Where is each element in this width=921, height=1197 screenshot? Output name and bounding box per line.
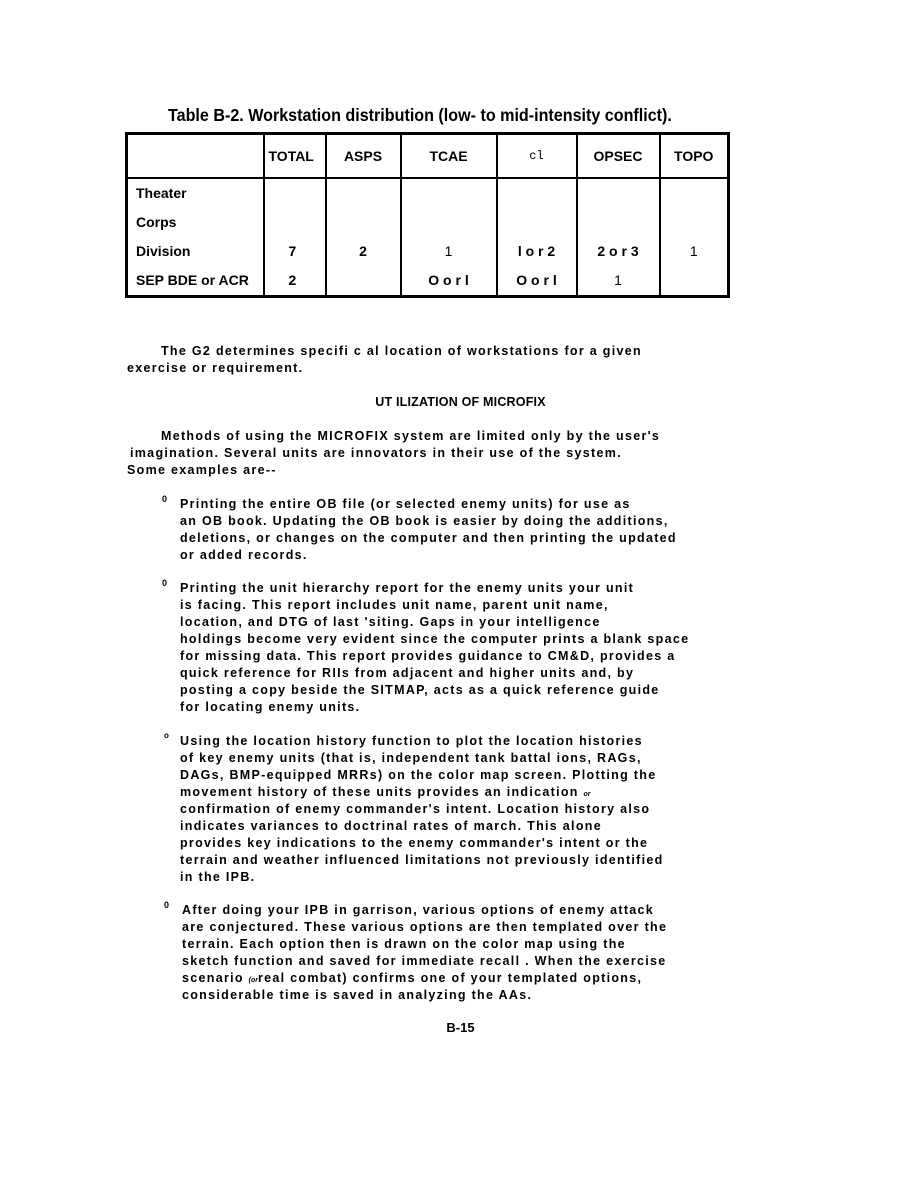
table-cell: 7	[264, 237, 326, 266]
page-number: B-15	[446, 1020, 475, 1035]
bullet-3-line: terrain and weather influenced limitations not previously identified	[180, 853, 664, 867]
table-cell	[660, 208, 729, 237]
methods-line-2: imagination. Several units are innovators in their use of the system.	[130, 446, 622, 460]
bullet-3-line: provides key indications to the enemy commander's intent or the	[180, 836, 649, 850]
table-row	[127, 178, 729, 208]
table-cell: 1	[577, 266, 660, 297]
table-row	[127, 237, 729, 266]
bullet-4-line: After doing your IPB in garrison, various options of enemy attack	[182, 903, 655, 917]
methods-line-3: Some examples are--	[127, 463, 277, 477]
header-total: TOTAL	[264, 134, 326, 178]
bullet-1-line: Printing the entire OB file (or selected enemy units) for use as	[180, 497, 631, 511]
table-cell: 1	[401, 237, 497, 266]
bullet-4-line: terrain. Each option then is drawn on the color map using the	[182, 937, 626, 951]
table-row	[127, 266, 729, 297]
table-cell	[401, 178, 497, 208]
bullet-2-line: for locating enemy units.	[180, 700, 361, 714]
bullet-3-line: confirmation of enemy commander's intent. Location history also	[180, 802, 651, 816]
bullet-2-line: is facing. This report includes unit name, parent unit name,	[180, 598, 609, 612]
intro-line-2: exercise or requirement.	[127, 361, 304, 375]
bullet-4-line: considerable time is saved in analyzing the AAs.	[182, 988, 533, 1002]
bullet-2-line: for missing data. This report provides guidance to CM&D, provides a	[180, 649, 676, 663]
bullet-marker: o	[164, 731, 169, 740]
bullet-marker: 0	[162, 494, 168, 504]
bullet-3-line: indicates variances to doctrinal rates of march. This alone	[180, 819, 602, 833]
methods-line-1: Methods of using the MICROFIX system are limited only by the user's	[161, 429, 661, 443]
bullet-1-line: or added records.	[180, 548, 308, 562]
bullet-3-line: in the IPB.	[180, 870, 256, 884]
row-label-theater: Theater	[127, 178, 264, 208]
bullet-2-line: quick reference for RIIs from adjacent and higher units and, by	[180, 666, 635, 680]
inline-or: or	[583, 791, 591, 798]
table-cell	[326, 208, 401, 237]
table-cell: O o r l	[401, 266, 497, 297]
table-cell: 2	[264, 266, 326, 297]
table-cell: l o r 2	[497, 237, 577, 266]
table-cell: 2 o r 3	[577, 237, 660, 266]
bullet-4-line: scenario (orreal combat) confirms one of your templated options,	[182, 971, 643, 985]
bullet-4-line: are conjectured. These various options are then templated over the	[182, 920, 668, 934]
bullet-1-line: deletions, or changes on the computer and then printing the updated	[180, 531, 677, 545]
table-cell	[401, 208, 497, 237]
table-cell: 1	[660, 237, 729, 266]
table-cell	[326, 178, 401, 208]
row-label-sep-bde: SEP BDE or ACR	[127, 266, 264, 297]
header-tcae: TCAE	[401, 134, 497, 178]
table-caption: Table B-2. Workstation distribution (low- to mid-intensity conflict).	[168, 105, 672, 125]
bullet-marker: 0	[164, 900, 170, 910]
table-cell	[660, 266, 729, 297]
bullet-2-line: Printing the unit hierarchy report for the enemy units your unit	[180, 581, 635, 595]
table-cell	[497, 208, 577, 237]
table-cell	[660, 178, 729, 208]
bullet-2-line: holdings become very evident since the computer prints a blank space	[180, 632, 690, 646]
bullet-3-line: movement history of these units provides an indication or	[180, 785, 591, 799]
table-cell	[577, 178, 660, 208]
row-label-division: Division	[127, 237, 264, 266]
bullet-2-line: location, and DTG of last 'siting. Gaps in your intelligence	[180, 615, 601, 629]
table-cell	[326, 266, 401, 297]
bullet-marker: 0	[162, 578, 168, 588]
header-topo: TOPO	[660, 134, 729, 178]
header-asps: ASPS	[326, 134, 401, 178]
table-cell	[264, 178, 326, 208]
row-label-corps: Corps	[127, 208, 264, 237]
header-cl: cl	[497, 134, 577, 178]
table-cell: 2	[326, 237, 401, 266]
bullet-1-line: an OB book. Updating the OB book is easier by doing the additions,	[180, 514, 669, 528]
header-opsec: OPSEC	[577, 134, 660, 178]
table-cell	[497, 178, 577, 208]
bullet-3-line: DAGs, BMP-equipped MRRs) on the color map screen. Plotting the	[180, 768, 657, 782]
table-cell	[577, 208, 660, 237]
intro-line-1: The G2 determines specifi c al location of workstations for a given	[161, 344, 642, 358]
table-row	[127, 208, 729, 237]
table-cell: O o r l	[497, 266, 577, 297]
workstation-distribution-table	[125, 132, 730, 298]
bullet-3-line: of key enemy units (that is, independent tank battal ions, RAGs,	[180, 751, 642, 765]
bullet-3-line: Using the location history function to plot the location histories	[180, 734, 643, 748]
bullet-4-line: sketch function and saved for immediate recall . When the exercise	[182, 954, 667, 968]
table-header-row	[127, 134, 729, 178]
table-cell	[264, 208, 326, 237]
bullet-2-line: posting a copy beside the SITMAP, acts as a quick reference guide	[180, 683, 660, 697]
inline-or: (or	[248, 977, 258, 984]
header-blank	[127, 134, 264, 178]
section-heading: UT ILIZATION OF MICROFIX	[375, 395, 546, 409]
